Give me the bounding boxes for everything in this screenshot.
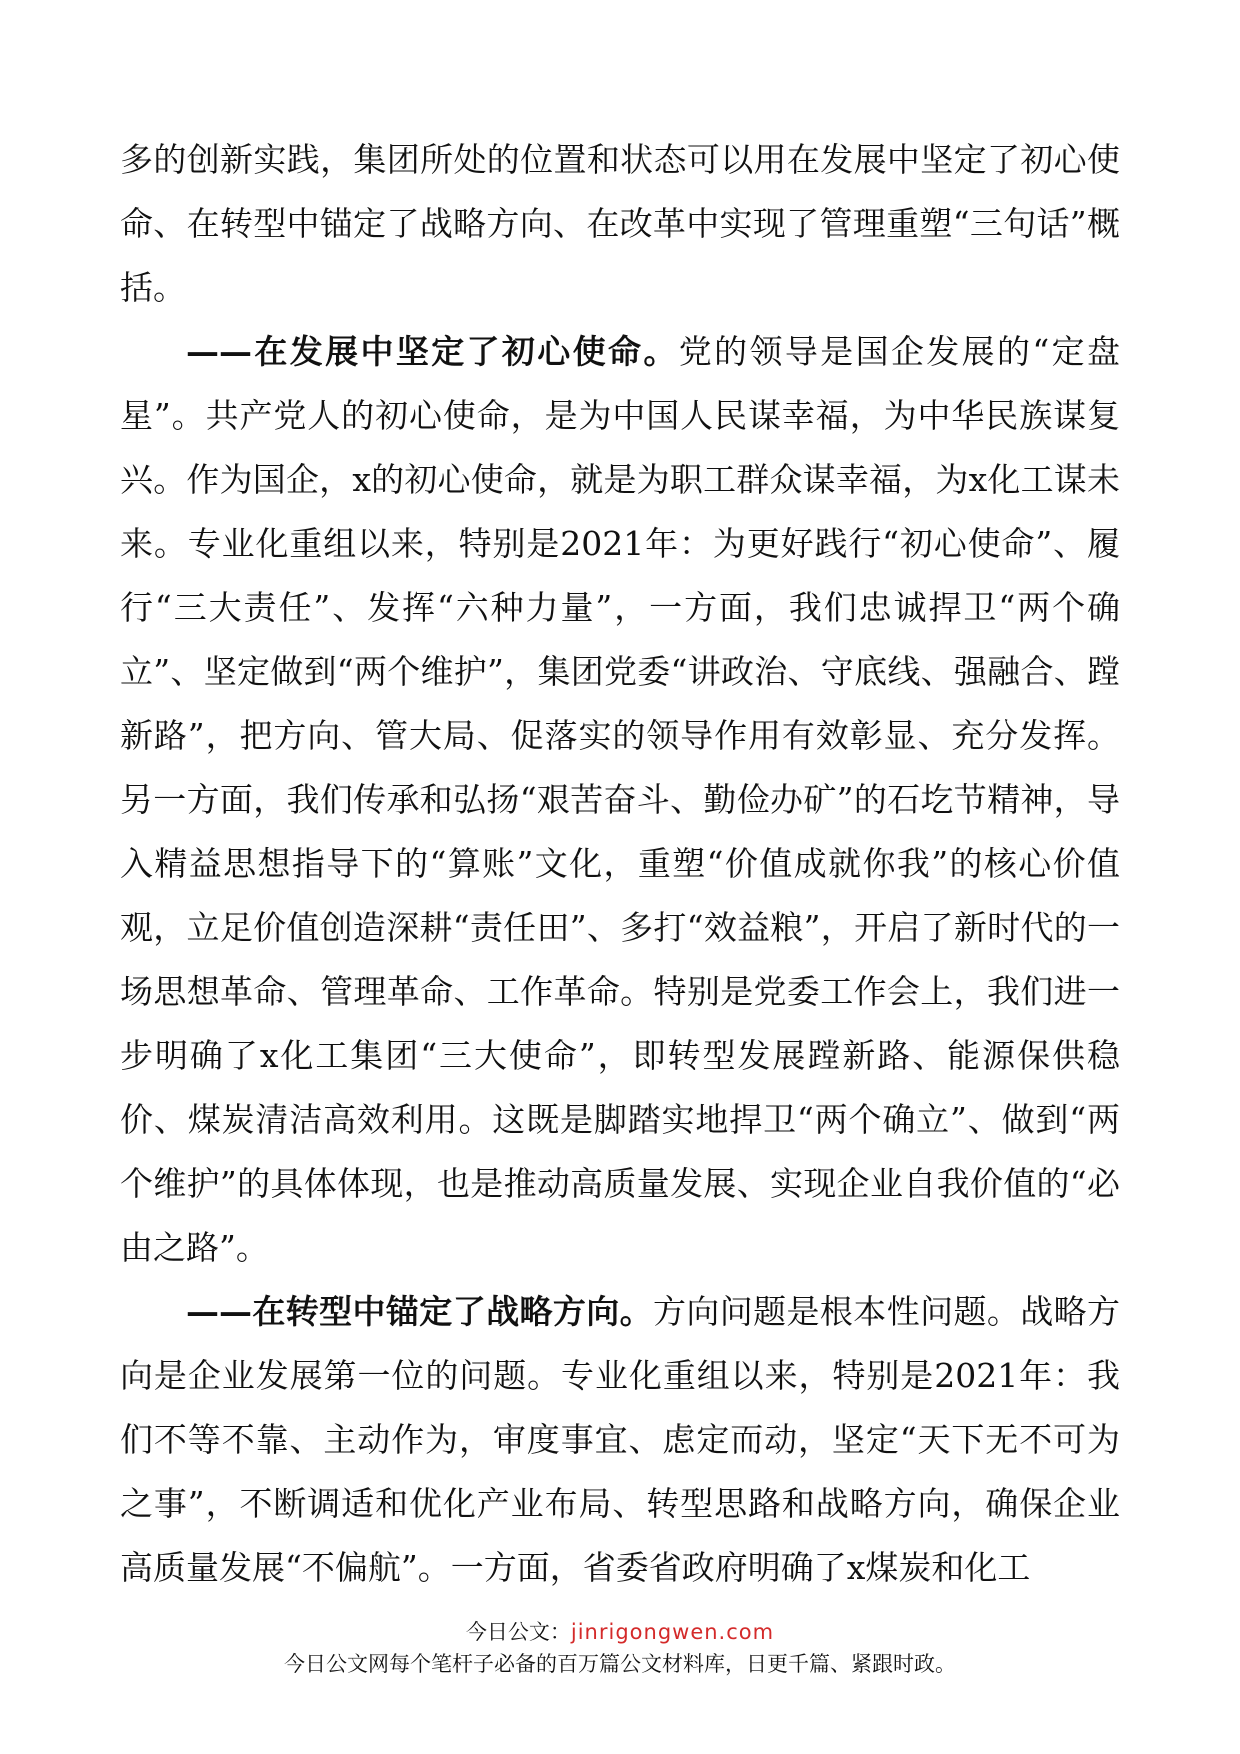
paragraph-2-text: 党的领导是国企发展的“定盘星”。共产党人的初心使命，是为中国人民谋幸福，为中华民族谋复兴。作为国企，x的初心使命，就是为职工群众谋幸福，为x化工谋未来。专业化重组以来，特别是2021年：为更好践行“初心使命”、履行“三大责任”、发挥“六种力量”，一方面，我们忠诚捍卫“两个确立”、坚定做到“两个维护”，集团党委“讲政治、守底线、强融合、蹚新路”，把方向、管大局、促落实的领导作用有效彰显、充分发挥。另一方面，我们传承和弘扬“艰苦奋斗、勤俭办矿”的石圪节精神，导入精益思想指导下的“算账”文化，重塑“价值成就你我”的核心价值观，立足价值创造深耕“责任田”、多打“效益粮”，开启了新时代的一场思想革命、管理革命、工作革命。特别是党委工作会上，我们进一步明确了x化工集团“三大使命”，即转型发展蹚新路、能源保供稳价、煤炭清洁高效利用。这既是脚踏实地捍卫“两个确立”、做到“两个维护”的具体体现，也是推动高质量发展、实现企业自我价值的“必由之路”。: [120, 332, 1121, 1267]
footer-label: 今日公文：: [465, 1620, 571, 1644]
paragraph-3-text: 方向问题是根本性问题。战略方向是企业发展第一位的问题。专业化重组以来，特别是2021年：我们不等不靠、主动作为，审度事宜、虑定而动，坚定“天下无不可为之事”，不断调适和优化产业布局、转型思路和战略方向，确保企业高质量发展“不偏航”。一方面，省委省政府明确了x煤炭和化工: [120, 1292, 1121, 1587]
paragraph-3: [120, 1280, 1120, 1600]
paragraph-2: [120, 320, 1120, 1280]
footer-site-link[interactable]: jinrigongwen.com: [570, 1620, 775, 1644]
paragraph-3-heading: ——在转型中锚定了战略方向。: [186, 1292, 653, 1331]
document-body: [120, 128, 1120, 1600]
footer-slogan: 今日公文网每个笔杆子必备的百万篇公文材料库，日更千篇、紧跟时政。: [284, 1652, 956, 1676]
footer-source-line: [0, 1618, 1240, 1646]
paragraph-2-heading: ——在发展中坚定了初心使命。: [186, 332, 679, 371]
paragraph-1-text: 多的创新实践，集团所处的位置和状态可以用在发展中坚定了初心使命、在转型中锚定了战略方向、在改革中实现了管理重塑“三句话”概括。: [120, 140, 1120, 307]
page-footer: [0, 1618, 1240, 1682]
paragraph-1: [120, 128, 1120, 320]
